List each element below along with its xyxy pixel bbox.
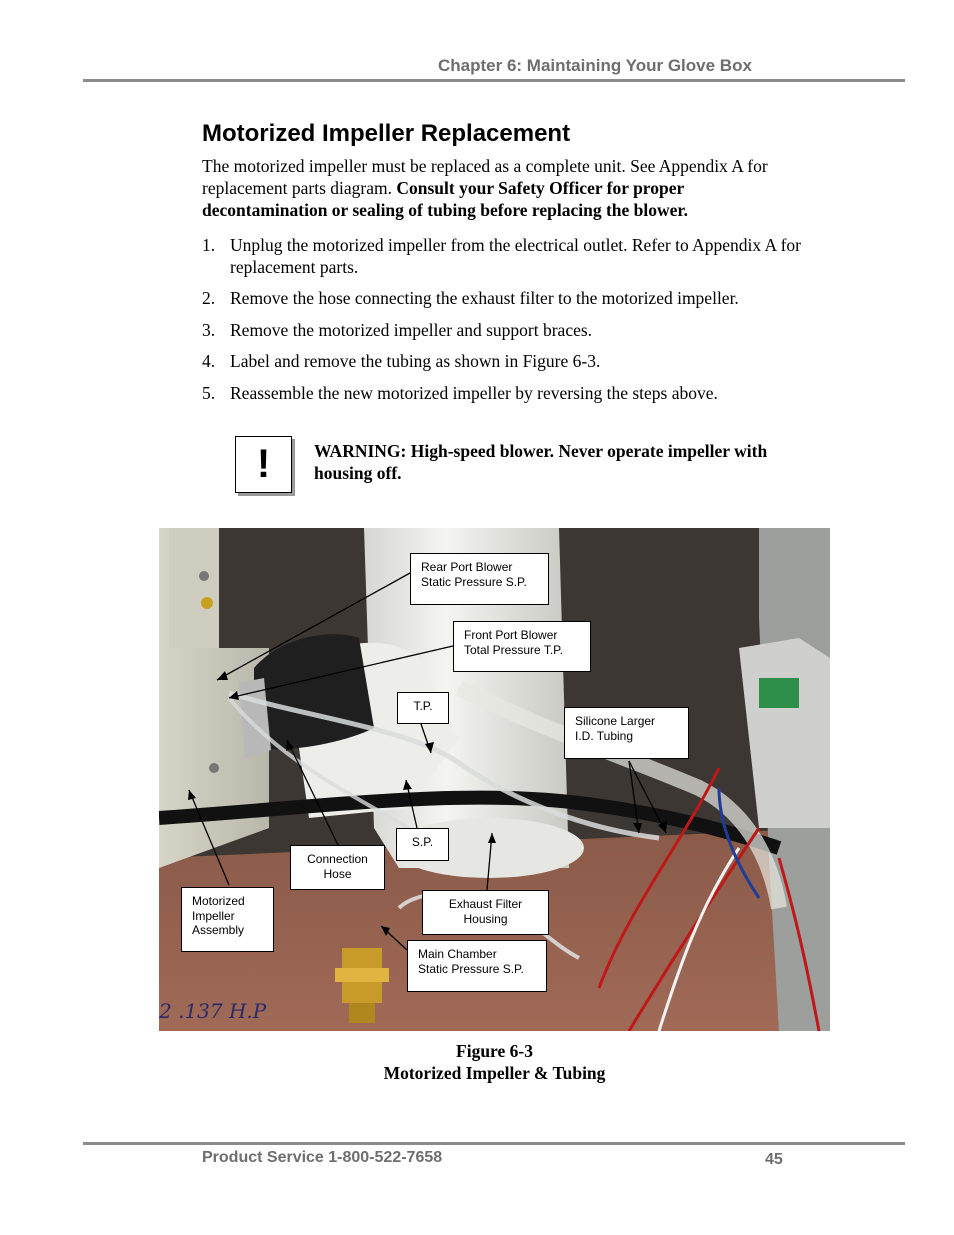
callout-line: Connection bbox=[307, 852, 368, 866]
callout-front-port bbox=[453, 621, 591, 672]
callout-line: Impeller bbox=[192, 908, 235, 923]
intro-bold-text: Consult your Safety Officer for proper decontamination or sealing of tubing before replacing the blower. bbox=[202, 178, 688, 220]
callout-line: Hose bbox=[323, 866, 352, 881]
callout-sp bbox=[396, 828, 449, 861]
callout-line: Static Pressure S.P. bbox=[421, 574, 527, 589]
step-item bbox=[202, 383, 802, 405]
header-rule bbox=[83, 79, 905, 82]
replacement-steps bbox=[202, 235, 802, 414]
chapter-header: Chapter 6: Maintaining Your Glove Box bbox=[438, 56, 752, 75]
callout-exhaust-filter bbox=[422, 890, 549, 935]
step-text: Label and remove the tubing as shown in Figure 6-3. bbox=[230, 351, 601, 371]
callout-line: Assembly bbox=[192, 923, 245, 937]
step-text: Remove the hose connecting the exhaust filter to the motorized impeller. bbox=[230, 288, 739, 308]
step-item bbox=[202, 351, 802, 373]
exclamation-icon: ! bbox=[235, 436, 292, 493]
callout-tp bbox=[397, 692, 449, 724]
step-text: Remove the motorized impeller and support braces. bbox=[230, 319, 593, 340]
page-number: 45 bbox=[765, 1151, 783, 1168]
step-item bbox=[202, 288, 802, 310]
handwritten-note: 2 .137 H.P bbox=[159, 999, 267, 1023]
callout-rear-port bbox=[410, 553, 549, 605]
figure-number: Figure 6-3 bbox=[456, 1041, 533, 1061]
step-number: 3. bbox=[202, 319, 216, 340]
step-text: Reassemble the new motorized impeller by reversing the steps above. bbox=[230, 382, 718, 403]
step-text: Unplug the motorized impeller from the electrical outlet. Refer to Appendix A for replacement parts. bbox=[230, 235, 802, 277]
callout-main-chamber bbox=[407, 940, 547, 992]
figure-caption bbox=[159, 1040, 830, 1084]
step-number: 5. bbox=[202, 382, 216, 403]
callout-silicone-tubing bbox=[564, 707, 689, 759]
callout-line: Housing bbox=[463, 911, 508, 926]
callout-line: Front Port Blower bbox=[464, 628, 558, 642]
figure-photo bbox=[159, 528, 830, 1031]
step-item bbox=[202, 320, 802, 342]
product-service-phone: Product Service 1-800-522-7658 bbox=[202, 1149, 443, 1166]
step-item bbox=[202, 235, 802, 278]
callout-line: Motorized bbox=[192, 894, 245, 908]
callout-line: I.D. Tubing bbox=[575, 728, 634, 743]
step-number: 1. bbox=[202, 235, 216, 255]
footer-rule bbox=[83, 1142, 905, 1145]
callout-line: T.P. bbox=[413, 699, 433, 713]
step-number: 4. bbox=[202, 351, 216, 371]
section-title: Motorized Impeller Replacement bbox=[202, 120, 571, 147]
intro-paragraph bbox=[202, 155, 802, 221]
intro-plain-text: The motorized impeller must be replaced as a complete unit. See Appendix A for replacement parts diagram. bbox=[202, 156, 768, 198]
callout-connection-hose bbox=[290, 845, 385, 890]
callout-line: Silicone Larger bbox=[575, 714, 656, 728]
callout-line: Exhaust Filter bbox=[448, 897, 523, 911]
callout-line: S.P. bbox=[411, 835, 434, 849]
callout-line: Main Chamber bbox=[418, 947, 497, 961]
callout-line: Static Pressure S.P. bbox=[418, 961, 524, 976]
figure-title: Motorized Impeller & Tubing bbox=[383, 1063, 606, 1083]
callout-line: Total Pressure T.P. bbox=[464, 642, 563, 657]
callout-motorized-assembly bbox=[181, 887, 274, 952]
callout-line: Rear Port Blower bbox=[421, 560, 513, 574]
step-number: 2. bbox=[202, 288, 216, 308]
warning-text: WARNING: High-speed blower. Never operate impeller with housing off. bbox=[314, 441, 768, 483]
